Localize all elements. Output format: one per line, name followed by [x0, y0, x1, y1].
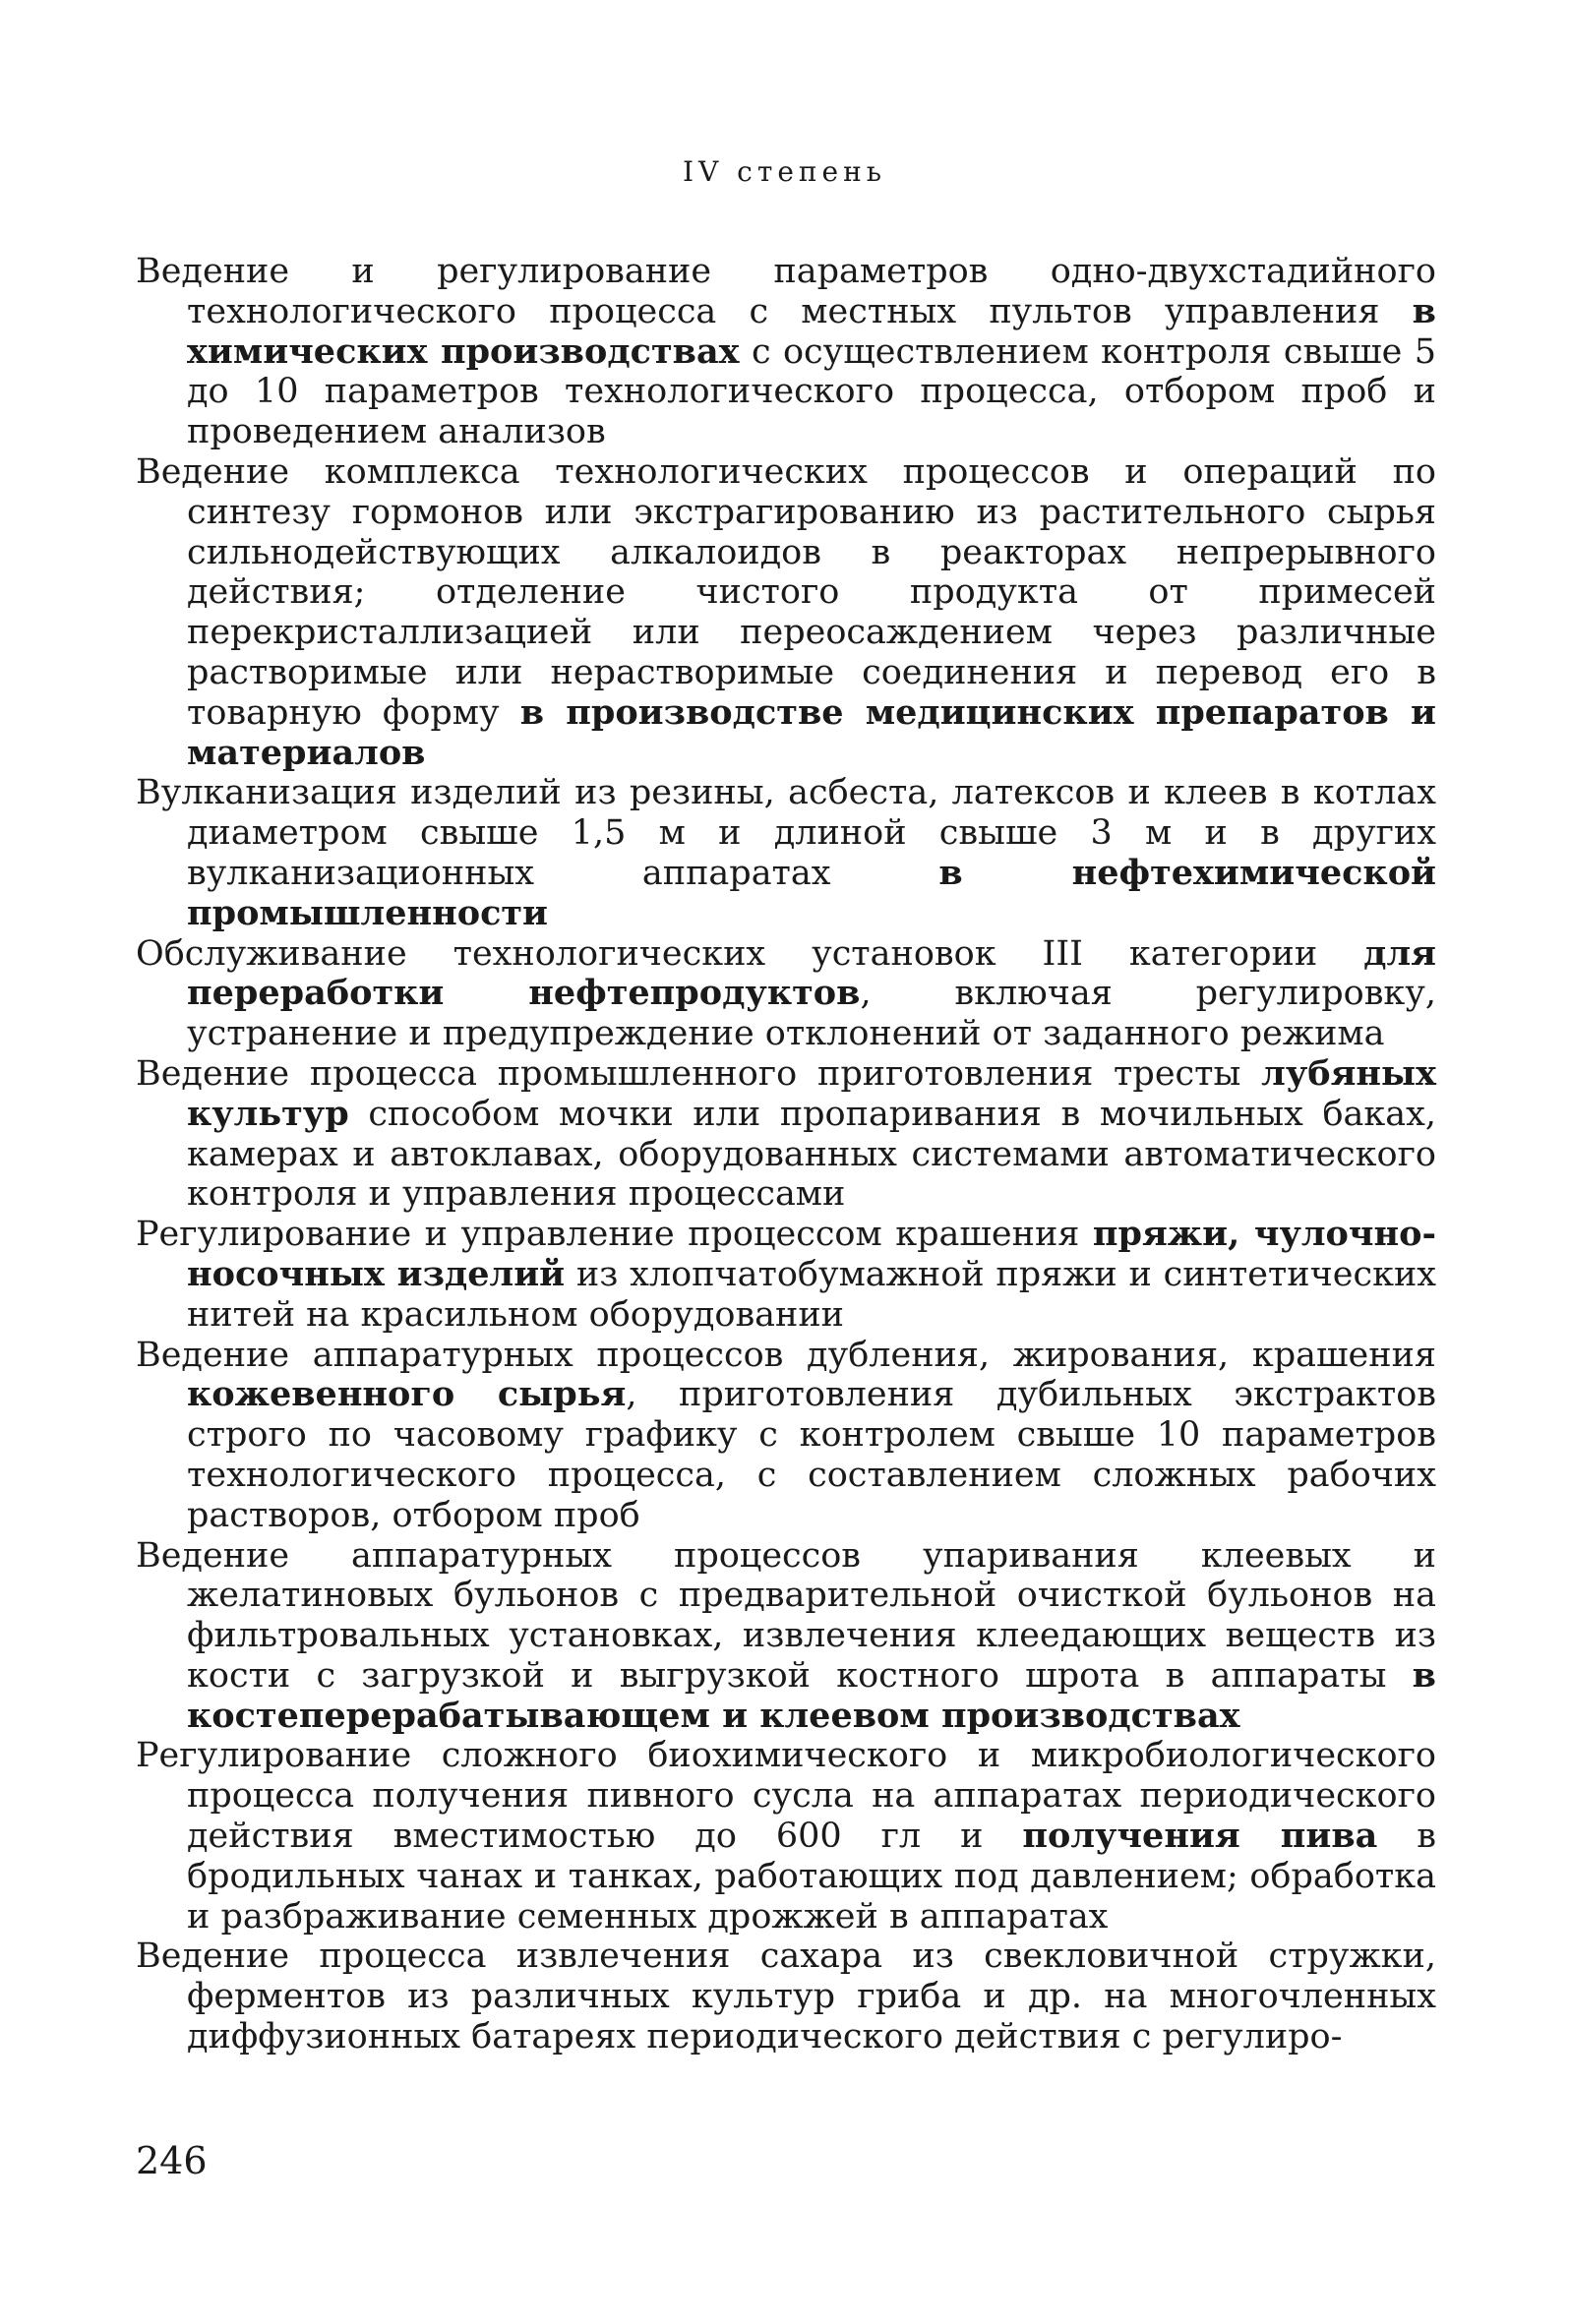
- list-item: Ведение и регулирование параметров одно-двухстадийного технологического процесса с местных пультов управления в химических производствах с осуществлением контроля свыше 5 до 10 параметров технологического процесса, отбором проб и проведением анализов: [136, 252, 1436, 452]
- list-item: Ведение процесса извлечения сахара из свекловичной стружки, ферментов из различных культур гриба и др. на многочленных диффузионных батареях периодического действия с регулиро-: [136, 1937, 1436, 2057]
- list-item: Ведение аппаратурных процессов дубления, жирования, крашения кожевенного сырья, приготовления дубильных экстрактов строго по часовому графику с контролем свыше 10 параметров технологического процесса, с составлением сложных рабочих растворов, отбором проб: [136, 1335, 1436, 1535]
- list-item: Ведение аппаратурных процессов упаривания клеевых и желатиновых бульонов с предварительной очисткой бульонов на фильтровальных установках, извлечения клеедающих веществ из кости с загрузкой и выгрузкой костного шрота в аппараты в костеперерабатывающем и клеевом производствах: [136, 1535, 1436, 1736]
- list-item: Обслуживание технологических установок III категории для переработки нефтепродуктов, включая регулировку, устранение и предупреждение отклонений от заданного режима: [136, 932, 1436, 1054]
- section-heading: IV степень: [682, 155, 887, 188]
- list-item: Вулканизация изделий из резины, асбеста, латексов и клеев в котлах диаметром свыше 1,5 м и длиной свыше 3 м и в других вулканизационных аппаратах в нефтехимической промышленности: [136, 773, 1436, 933]
- list-item: Ведение комплекса технологических процессов и операций по синтезу гормонов или экстрагированию из растительного сырья сильнодействующих алкалоидов в реакторах непрерывного действия; отделение чистого продукта от примесей перекристаллизацией или переосаждением через различные растворимые или нерастворимые соединения и перевод его в товарную форму в производстве медицинских препаратов и материалов: [136, 451, 1436, 773]
- list-item: Ведение процесса промышленного приготовления тресты лубяных культур способом мочки или пропаривания в мочильных баках, камерах и автоклавах, оборудованных системами автоматического контроля и управления процессами: [136, 1052, 1436, 1215]
- list-item: Регулирование сложного биохимического и микробиологического процесса получения пивного сусла на аппаратах периодического действия вместимостью до 600 гл и получения пива в бродильных чанах и танках, работающих под давлением; обработка и разбраживание семенных дрожжей в аппаратах: [136, 1736, 1436, 1937]
- list-item: Регулирование и управление процессом крашения пряжи, чулочно-носочных изделий из хлопчатобумажной пряжи и синтетических нитей на красильном оборудовании: [136, 1214, 1437, 1335]
- page-number: 246: [136, 2139, 208, 2182]
- qualification-list: [136, 252, 1436, 2057]
